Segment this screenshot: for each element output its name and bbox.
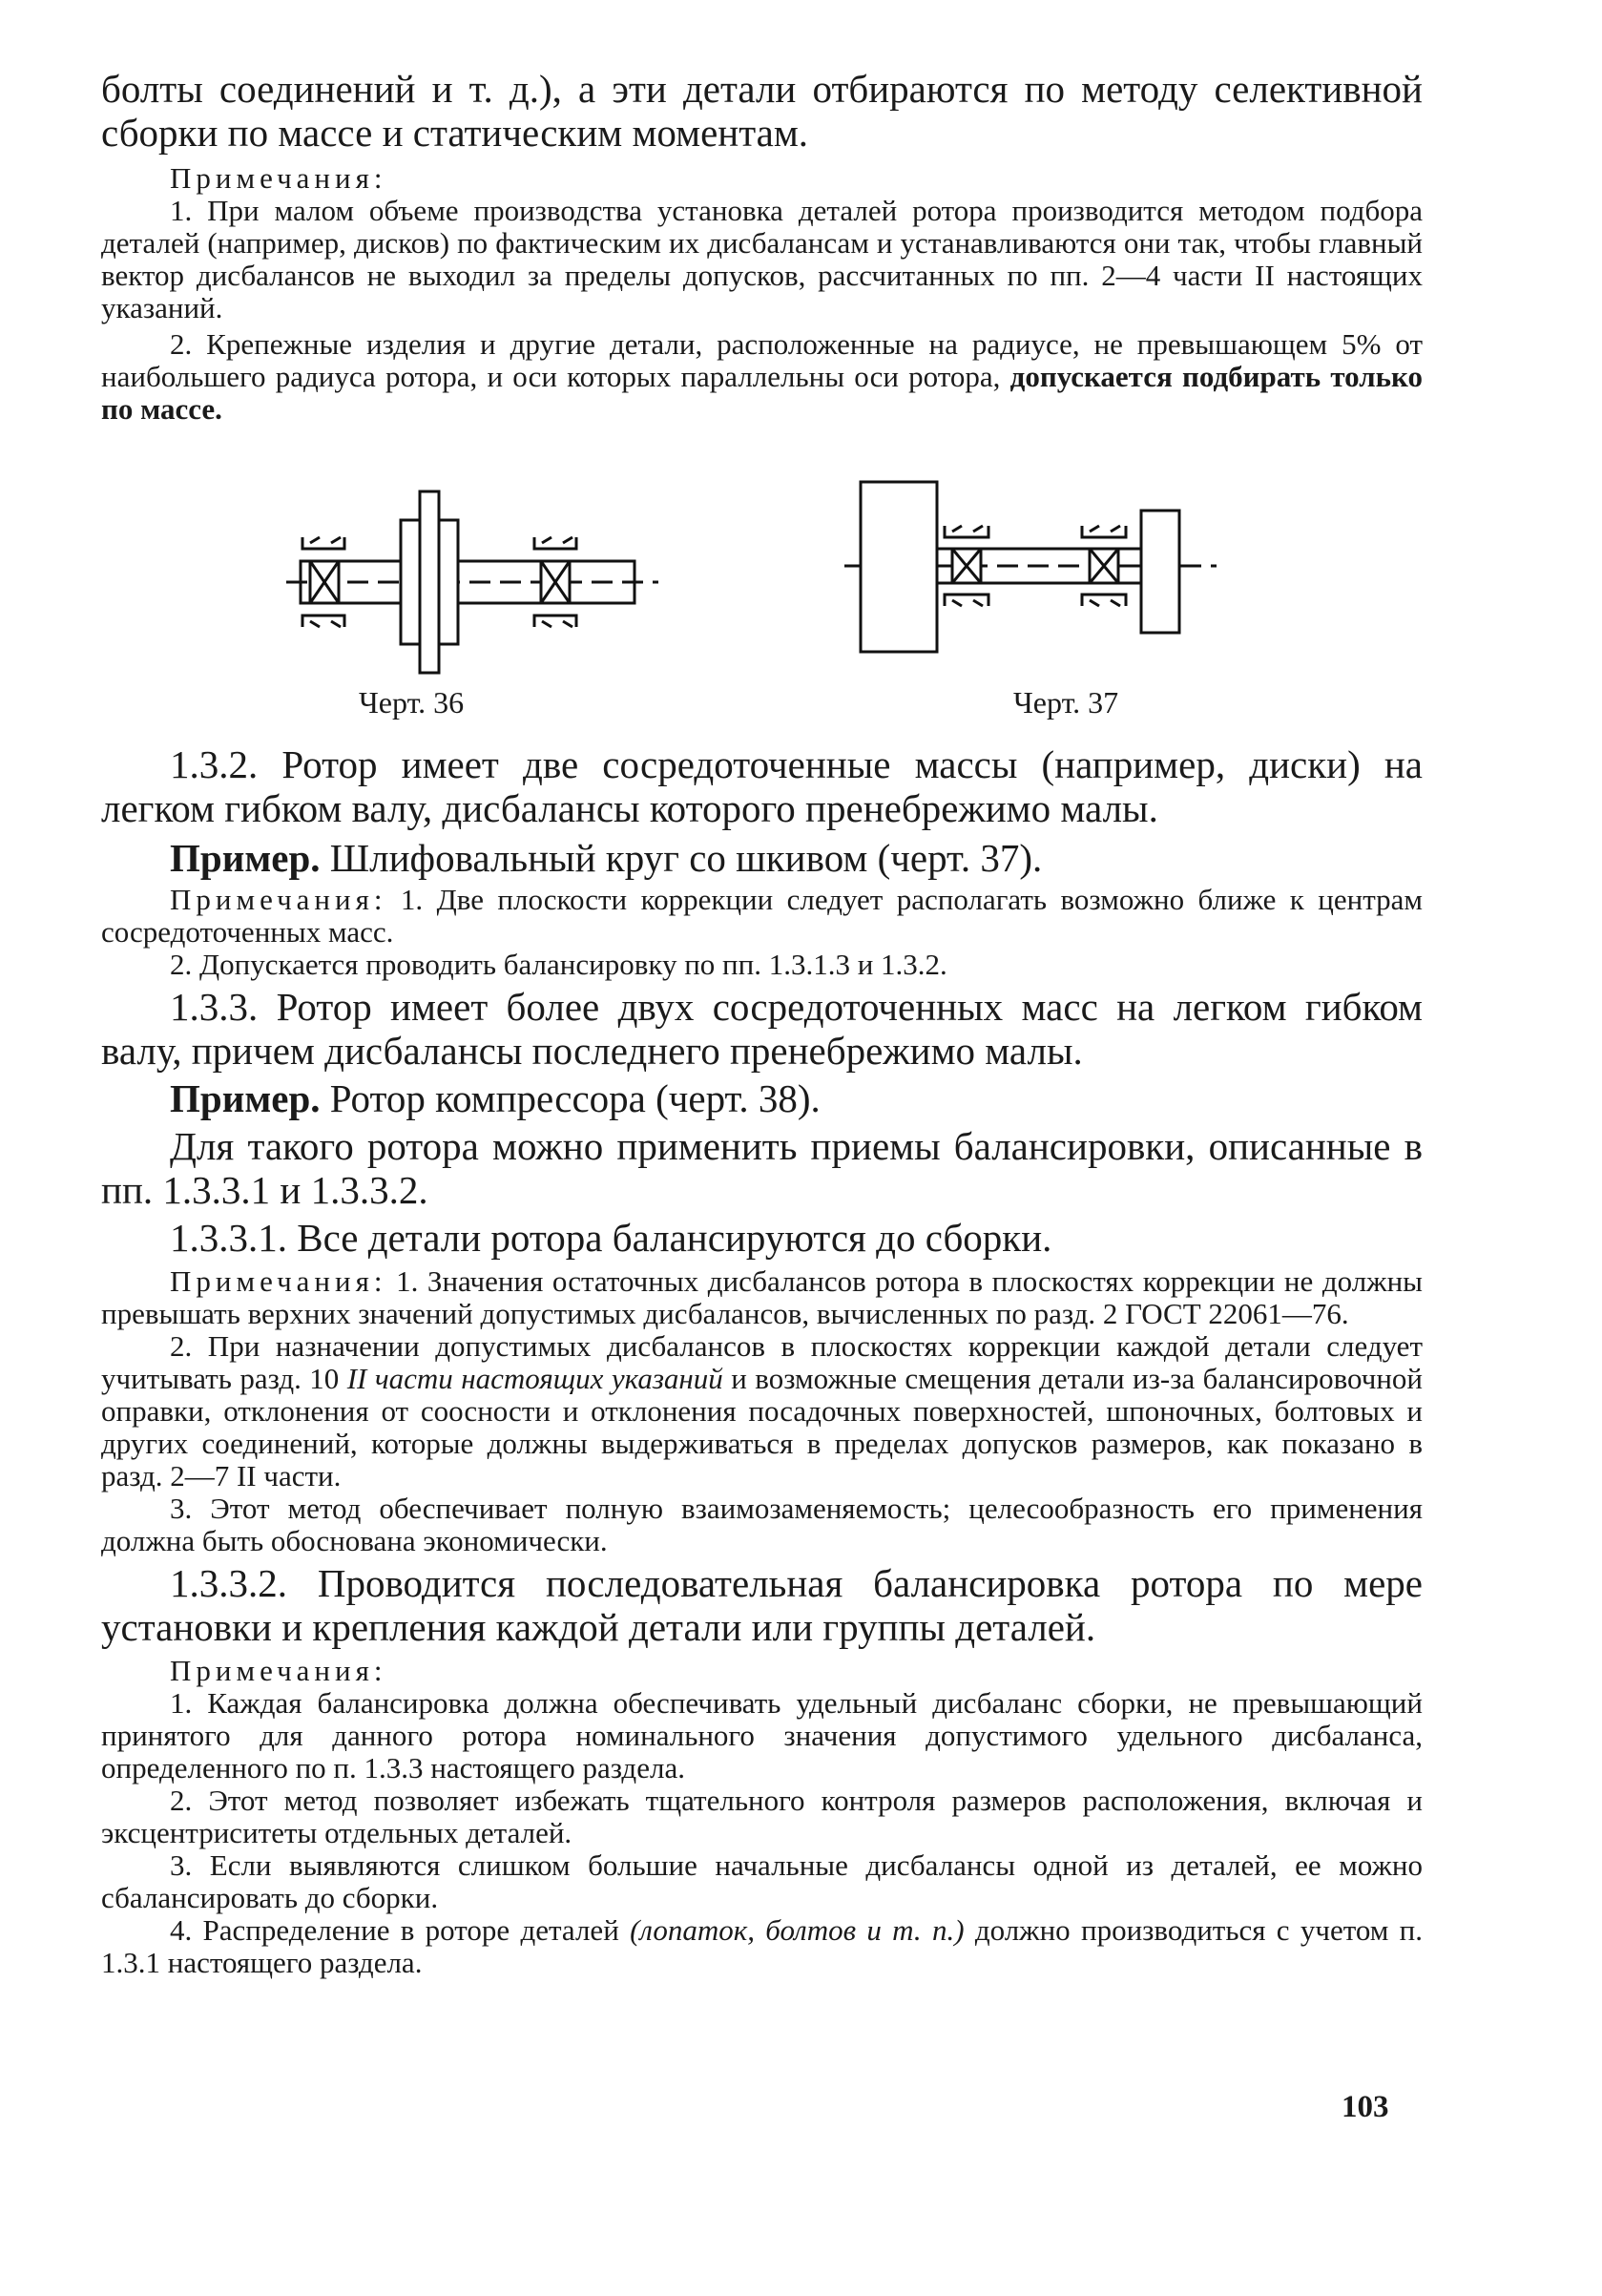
s1331-note-2a: 2. При назначении допустимых дисбалансов в плоскостях коррекции каждой детали следует учитывать разд. 10 — [101, 1329, 1423, 1395]
s1331-note-1-text: 1. Значения остаточных дисбалансов ротора в плоскостях коррекции не должны превышать верхних значений допустимых дисбалансов, вычисленных по разд. 2 ГОСТ 22061—76. — [101, 1264, 1424, 1330]
s132-notes-label: Примечания: — [170, 883, 387, 916]
s133-example-label: Пример. — [170, 1076, 321, 1120]
s1331-note-2-italic: II части настоящих указаний — [346, 1362, 723, 1395]
s1331-note-1 — [101, 1265, 1423, 1330]
section-1-3-3: 1.3.3. Ротор имеет более двух сосредоточенных масс на легком гибком валу, причем дисбалансы последнего пренебрежимо малы. — [101, 985, 1423, 1073]
note-2-text: 2. Крепежные изделия и другие детали, расположенные на радиусе, не превышающем 5% от наибольшего радиуса ротора, и оси которых параллельны оси ротора, — [101, 327, 1423, 393]
note-2 — [101, 328, 1423, 426]
s1331-notes-label: Примечания: — [170, 1264, 387, 1298]
s132-note-1 — [101, 884, 1423, 949]
s1332-note-4a: 4. Распределение в роторе деталей — [170, 1913, 619, 1947]
s1332-note-1: 1. Каждая балансировка должна обеспечивать удельный дисбаланс сборки, не превышающий принятого для данного ротора номинального значения допустимого удельного дисбаланса, определенного по п. 1.3.3 настоящего раздела. — [101, 1686, 1423, 1785]
figure-36-caption: Черт. 36 — [359, 685, 465, 720]
s132-note-1-text: 1. Две плоскости коррекции следует располагать возможно ближе к центрам сосредоточенных масс. — [101, 883, 1424, 949]
s1332-note-4-italic: (лопаток, болтов и т. п.) — [630, 1913, 965, 1947]
s1331-note-3: 3. Этот метод обеспечивает полную взаимозаменяемость; целесообразность его применения должна быть обоснована экономически. — [101, 1492, 1423, 1557]
notes-heading: Примечания: — [170, 161, 387, 195]
s132-example-label: Пример. — [170, 836, 321, 880]
s133-paragraph: Для такого ротора можно применить приемы балансировки, описанные в пп. 1.3.3.1 и 1.3.3.2. — [101, 1124, 1423, 1212]
intro-paragraph: болты соединений и т. д.), а эти детали отбираются по методу селективной сборки по массе и статическим моментам. — [101, 67, 1423, 155]
s132-note-2: 2. Допускается проводить балансировку по пп. 1.3.1.3 и 1.3.2. — [170, 948, 947, 981]
section-1-3-3-2: 1.3.3.2. Проводится последовательная балансировка ротора по мере установки и крепления каждой детали или группы деталей. — [101, 1561, 1423, 1649]
s1332-note-3: 3. Если выявляются слишком большие начальные дисбалансы одной из деталей, ее можно сбалансировать до сборки. — [101, 1848, 1423, 1914]
s1332-note-4 — [101, 1914, 1423, 1979]
s133-example — [101, 1076, 1423, 1120]
s132-example — [101, 836, 1423, 880]
s1332-note-4b: должно производиться с учетом п. 1.3.1 настоящего раздела. — [101, 1913, 1424, 1979]
main-block — [101, 742, 1423, 1979]
note-1: 1. При малом объеме производства установка деталей ротора производится методом подбора деталей (например, дисков) по фактическим их дисбалансам и устанавливаются они так, чтобы главный вектор дисбалансов не выходил за пределы допусков, рассчитанных по пп. 2—4 части II настоящих указаний. — [101, 194, 1423, 324]
s133-example-text: Ротор компрессора (черт. 38). — [329, 1076, 821, 1120]
figure-36 — [281, 482, 663, 682]
page-number: 103 — [1342, 2090, 1389, 2124]
s132-example-text: Шлифовальный круг со шкивом (черт. 37). — [329, 836, 1043, 880]
section-1-3-3-1: 1.3.3.1. Все детали ротора балансируются до сборки. — [170, 1216, 1052, 1260]
s1332-note-2: 2. Этот метод позволяет избежать тщательного контроля размеров расположения, включая и эксцентриситеты отдельных деталей. — [101, 1784, 1423, 1849]
figure-37 — [840, 472, 1221, 673]
top-block — [101, 67, 1423, 426]
s1331-note-2b: и возможные смещения детали из-за балансировочной оправки, отклонения от соосности и отклонения посадочных поверхностей, шпоночных, болтовых и других соединений, которые должны выдерживаться в пределах допусков размеров, как показано в разд. 2—7 II части. — [101, 1362, 1424, 1492]
figure-37-caption: Черт. 37 — [1013, 685, 1119, 720]
s1331-note-2 — [101, 1330, 1423, 1492]
s1332-notes-heading: Примечания: — [170, 1654, 387, 1687]
section-1-3-2: 1.3.2. Ротор имеет две сосредоточенные массы (например, диски) на легком гибком валу, дисбалансы которого пренебрежимо малы. — [101, 742, 1423, 830]
note-2-bold: допускается подбирать только по массе. — [101, 360, 1423, 426]
